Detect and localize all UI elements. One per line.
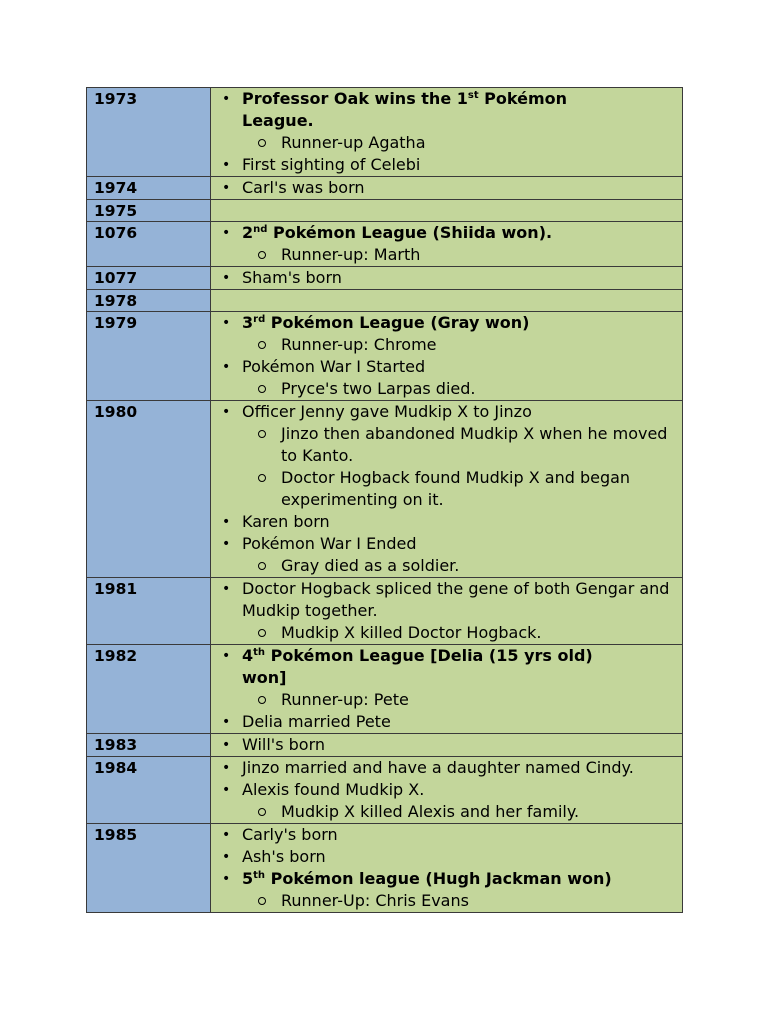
timeline-row [87,200,683,222]
event-list [211,222,682,266]
sub-event-list [242,244,682,266]
event-list [211,88,682,176]
year-cell: 1985 [87,824,211,913]
timeline-row [87,177,683,200]
ordinal-suffix: rd [253,314,266,325]
event-text-continuation: League. [242,111,314,130]
sub-event-text: Gray died as a soldier. [281,556,460,575]
sub-event-list [242,622,682,644]
hollow-bullet-icon [258,808,266,816]
ordinal-suffix: th [253,647,266,658]
sub-event-list [242,334,682,356]
timeline-row [87,290,683,312]
event-item [211,267,682,289]
sub-event-item [242,622,682,644]
hollow-bullet-icon [258,385,266,393]
event-text-rest: Pokémon League (Shiida won). [267,223,553,242]
sub-event-item [242,801,682,823]
event-text: First sighting of Celebi [242,155,421,174]
event-text-rest: Pokémon League (Gray won) [265,313,530,332]
event-text: Ash's born [242,847,326,866]
event-text: Will's born [242,735,326,754]
sub-event-text: Doctor Hogback found Mudkip X and began experimenting on it. [281,468,631,509]
bullet-icon: • [222,157,231,173]
event-text: Alexis found Mudkip X. [242,780,425,799]
event-item [211,578,682,644]
ordinal-suffix: th [253,870,266,881]
year-cell: 1973 [87,88,211,177]
bullet-icon: • [222,714,231,730]
bullet-icon: • [222,180,231,196]
bullet-icon: • [222,536,231,552]
sub-event-list [242,689,682,711]
events-cell [211,290,683,312]
event-text: Sham's born [242,268,342,287]
year-cell: 1984 [87,757,211,824]
bullet-icon: • [222,270,231,286]
sub-event-list [242,132,682,154]
events-cell [211,177,683,200]
sub-event-list [242,378,682,400]
event-text-main: 3 [242,313,254,332]
timeline-body [87,88,683,913]
timeline-row [87,578,683,645]
event-item [211,222,682,266]
sub-event-item [242,132,682,154]
event-item [211,824,682,846]
hollow-bullet-icon [258,341,266,349]
timeline-row [87,757,683,824]
event-text: Pokémon War I Ended [242,534,417,553]
bullet-icon: • [222,849,231,865]
sub-event-item [242,423,682,467]
event-item [211,177,682,199]
hollow-bullet-icon [258,430,266,438]
timeline-row [87,401,683,578]
sub-event-text: Runner-up: Chrome [281,335,437,354]
bullet-icon: • [222,91,231,107]
event-item [211,846,682,868]
events-cell [211,267,683,290]
sub-event-item [242,890,682,912]
events-cell [211,200,683,222]
events-cell [211,734,683,757]
event-text-main: 2 [242,223,254,242]
event-text: Delia married Pete [242,712,391,731]
event-text-main: 4 [242,646,254,665]
timeline-row [87,267,683,290]
bullet-icon: • [222,581,231,597]
events-cell [211,88,683,177]
hollow-bullet-icon [258,897,266,905]
event-list [211,757,682,823]
event-list [211,312,682,400]
year-cell: 1077 [87,267,211,290]
events-cell [211,824,683,913]
bullet-icon: • [222,737,231,753]
event-item [211,356,682,400]
year-cell: 1982 [87,645,211,734]
hollow-bullet-icon [258,251,266,259]
event-text: Karen born [242,512,330,531]
year-cell: 1981 [87,578,211,645]
event-list [211,734,682,756]
bullet-icon: • [222,514,231,530]
timeline-row [87,88,683,177]
event-item [211,645,682,711]
events-cell [211,645,683,734]
event-text: Doctor Hogback spliced the gene of both Gengar and Mudkip together. [242,579,670,620]
event-text: Jinzo married and have a daughter named Cindy. [242,758,634,777]
sub-event-item [242,689,682,711]
sub-event-text: Mudkip X killed Doctor Hogback. [281,623,542,642]
year-cell: 1980 [87,401,211,578]
sub-event-text: Pryce's two Larpas died. [281,379,476,398]
sub-event-text: Runner-up: Marth [281,245,421,264]
hollow-bullet-icon [258,629,266,637]
bullet-icon: • [222,404,231,420]
ordinal-suffix: st [467,90,479,101]
timeline-row [87,312,683,401]
event-text [242,646,682,689]
event-text-rest: Pokémon League [Delia (15 yrs old) [265,646,593,665]
bullet-icon: • [222,359,231,375]
hollow-bullet-icon [258,696,266,704]
sub-event-item [242,555,682,577]
event-text-main: Professor Oak wins the 1 [242,89,468,108]
sub-event-list [242,555,682,577]
bullet-icon: • [222,782,231,798]
bullet-icon: • [222,225,231,241]
year-cell: 1979 [87,312,211,401]
events-cell [211,578,683,645]
event-item [211,734,682,756]
bullet-icon: • [222,871,231,887]
event-list [211,267,682,289]
event-item [211,779,682,823]
event-text [242,223,552,242]
event-list [211,824,682,912]
year-cell: 1983 [87,734,211,757]
events-cell [211,757,683,824]
event-text-continuation: won] [242,668,287,687]
events-cell [211,312,683,401]
event-item [211,154,682,176]
bullet-icon: • [222,648,231,664]
sub-event-item [242,467,682,511]
year-cell: 1974 [87,177,211,200]
sub-event-text: Runner-up: Pete [281,690,409,709]
timeline-row [87,824,683,913]
event-text: Carl's was born [242,178,365,197]
events-cell [211,222,683,267]
event-item [211,868,682,912]
event-list [211,578,682,644]
sub-event-text: Mudkip X killed Alexis and her family. [281,802,580,821]
sub-event-list [242,423,682,511]
event-text-rest: Pokémon league (Hugh Jackman won) [265,869,612,888]
timeline-row [87,734,683,757]
sub-event-list [242,890,682,912]
event-text-main: 5 [242,869,254,888]
sub-event-text: Jinzo then abandoned Mudkip X when he moved to Kanto. [281,424,668,465]
event-text: Officer Jenny gave Mudkip X to Jinzo [242,402,532,421]
ordinal-suffix: nd [253,224,268,235]
hollow-bullet-icon [258,562,266,570]
event-text: Pokémon War I Started [242,357,426,376]
event-list [211,645,682,733]
sub-event-item [242,378,682,400]
timeline-row [87,645,683,734]
event-list [211,177,682,199]
event-text-rest: Pokémon [478,89,568,108]
sub-event-text: Runner-up Agatha [281,133,426,152]
hollow-bullet-icon [258,474,266,482]
event-text [242,869,612,888]
event-text [242,313,529,332]
bullet-icon: • [222,315,231,331]
event-text [242,89,682,132]
event-item [211,312,682,356]
bullet-icon: • [222,827,231,843]
year-cell: 1076 [87,222,211,267]
event-item [211,757,682,779]
timeline-table [86,87,683,913]
sub-event-text: Runner-Up: Chris Evans [281,891,469,910]
event-text: Carly's born [242,825,338,844]
sub-event-item [242,334,682,356]
bullet-icon: • [222,760,231,776]
event-item [211,401,682,511]
event-item [211,511,682,533]
events-cell [211,401,683,578]
hollow-bullet-icon [258,139,266,147]
year-cell: 1975 [87,200,211,222]
sub-event-item [242,244,682,266]
event-list [211,401,682,577]
sub-event-list [242,801,682,823]
event-item [211,711,682,733]
event-item [211,88,682,154]
event-item [211,533,682,577]
year-cell: 1978 [87,290,211,312]
timeline-row [87,222,683,267]
